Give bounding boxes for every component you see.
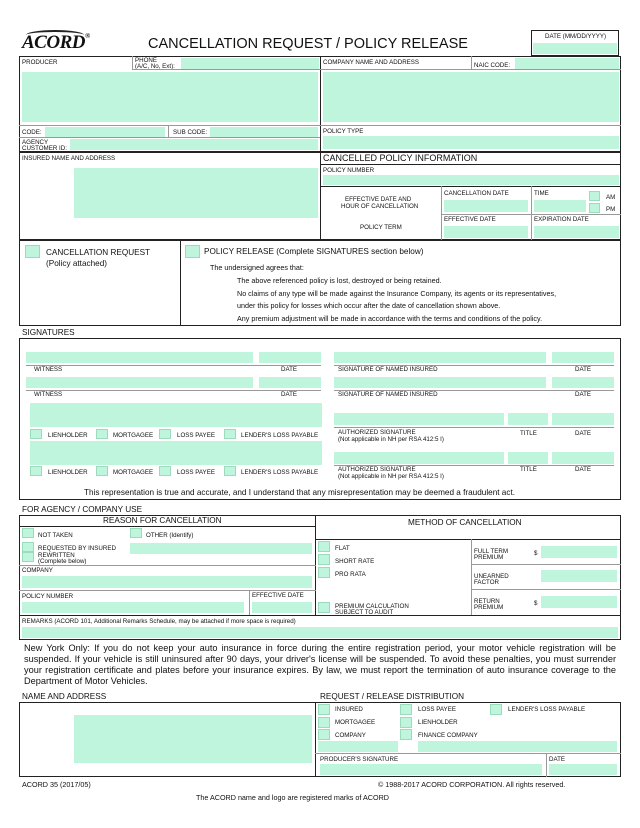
release-line-1: The above referenced policy is lost, destroyed or being retained. <box>237 276 442 285</box>
policy-attached-label: (Policy attached) <box>46 259 107 268</box>
phone-field[interactable] <box>181 58 319 69</box>
agency-policy-number-field[interactable] <box>22 602 244 613</box>
policy-release-checkbox[interactable] <box>185 245 200 258</box>
cancellation-request-checkbox[interactable] <box>25 245 40 258</box>
cancellation-date-label: CANCELLATION DATE <box>444 190 509 197</box>
dist-company-label: COMPANY <box>335 732 366 739</box>
auth-sig-2-field[interactable] <box>334 452 504 464</box>
other-field[interactable] <box>130 543 312 554</box>
signatures-title: SIGNATURES <box>22 328 75 337</box>
sub-code-field[interactable] <box>210 127 318 137</box>
flat-checkbox[interactable] <box>318 541 330 552</box>
named-insured-1-label: SIGNATURE OF NAMED INSURED <box>338 366 438 373</box>
unearned-label-1: UNEARNED <box>474 573 509 580</box>
copyright: © 1988-2017 ACORD CORPORATION. All rights reserved. <box>378 780 566 789</box>
distribution-title: REQUEST / RELEASE DISTRIBUTION <box>320 692 465 701</box>
lienholder-1-label: LIENHOLDER <box>48 432 88 439</box>
named-insured-2-label: SIGNATURE OF NAMED INSURED <box>338 391 438 398</box>
witness-2-date-field[interactable] <box>259 377 321 388</box>
policy-type-field[interactable] <box>323 136 619 149</box>
short-rate-checkbox[interactable] <box>318 554 330 565</box>
code-label: CODE: <box>22 129 42 136</box>
time-field[interactable] <box>534 200 586 212</box>
lienholder-2-checkbox[interactable] <box>30 466 42 476</box>
lienholder-block-1-field[interactable] <box>30 403 322 427</box>
am-checkbox[interactable] <box>589 191 600 201</box>
release-line-4: Any premium adjustment will be made in accordance with the terms and conditions of the policy. <box>237 314 543 323</box>
not-taken-label: NOT TAKEN <box>38 532 73 539</box>
witness-1-date-label: DATE <box>281 366 298 373</box>
release-line-3: under this policy for losses which occur after the date of cancellation shown above. <box>237 301 501 310</box>
dist-finance-checkbox[interactable] <box>400 729 412 740</box>
dist-lienholder-label: LIENHOLDER <box>418 719 458 726</box>
lenders-2-checkbox[interactable] <box>224 466 236 476</box>
lienholder-2-label: LIENHOLDER <box>48 469 88 476</box>
witness-1-date-field[interactable] <box>259 352 321 363</box>
auth-title-2-field[interactable] <box>508 452 548 464</box>
insured-field[interactable] <box>74 168 318 218</box>
sub-code-label: SUB CODE: <box>173 129 208 136</box>
policy-number-field[interactable] <box>323 175 619 185</box>
unearned-field[interactable] <box>541 570 617 582</box>
insured-label: INSURED NAME AND ADDRESS <box>22 155 116 162</box>
premium-calc-label-1: PREMIUM CALCULATION <box>335 603 409 610</box>
form-number: ACORD 35 (2017/05) <box>22 780 91 789</box>
name-address-field[interactable] <box>74 715 312 763</box>
auth-date-1-field[interactable] <box>552 413 614 425</box>
auth-title-1-field[interactable] <box>508 413 548 425</box>
agency-effective-date-label: EFFECTIVE DATE <box>252 592 304 599</box>
auth-date-1-label: DATE <box>575 430 592 437</box>
loss-payee-2-label: LOSS PAYEE <box>177 469 215 476</box>
dist-lenders-label: LENDER'S LOSS PAYABLE <box>508 706 586 713</box>
company-field[interactable] <box>323 72 619 122</box>
other-checkbox[interactable] <box>130 528 142 538</box>
dist-insured-label: INSURED <box>335 706 363 713</box>
policy-release-label: POLICY RELEASE (Complete SIGNATURES section below) <box>204 247 424 256</box>
release-line-2: No claims of any type will be made against the Insurance Company, its agents or its representatives, <box>237 289 557 298</box>
naic-label: NAIC CODE: <box>474 62 511 69</box>
effective-date-label: EFFECTIVE DATE <box>444 216 496 223</box>
premium-calc-checkbox[interactable] <box>318 602 330 613</box>
undersigned-agrees: The undersigned agrees that: <box>210 263 304 272</box>
witness-1-label: WITNESS <box>34 366 63 373</box>
return-dollar: $ <box>534 600 538 607</box>
lenders-1-checkbox[interactable] <box>224 429 236 439</box>
premium-calc-label-2: SUBJECT TO AUDIT <box>335 609 394 616</box>
auth-title-2-label: TITLE <box>520 466 537 473</box>
dist-lenders-checkbox[interactable] <box>490 704 502 715</box>
unearned-label-2: FACTOR <box>474 579 499 586</box>
auth-date-2-field[interactable] <box>552 452 614 464</box>
named-insured-1-field[interactable] <box>334 352 546 363</box>
mortgagee-1-label: MORTGAGEE <box>113 432 154 439</box>
auth-sig-2-label: AUTHORIZED SIGNATURE <box>338 466 416 473</box>
dist-loss-payee-label: LOSS PAYEE <box>418 706 456 713</box>
agency-company-field[interactable] <box>22 576 312 588</box>
dist-date-label: DATE <box>549 756 566 763</box>
mortgagee-1-checkbox[interactable] <box>96 429 108 439</box>
code-field[interactable] <box>45 127 165 137</box>
named-insured-1-date-field[interactable] <box>552 352 614 363</box>
policy-term-label: POLICY TERM <box>360 224 402 231</box>
eff-date-cancel-label-2: HOUR OF CANCELLATION <box>341 203 419 210</box>
full-term-label-1: FULL TERM <box>474 548 509 555</box>
auth-title-1-label: TITLE <box>520 430 537 437</box>
reason-title: REASON FOR CANCELLATION <box>103 516 222 525</box>
lienholder-block-2-field[interactable] <box>30 441 322 465</box>
expiration-date-label: EXPIRATION DATE <box>534 216 589 223</box>
registered-marks: The ACORD name and logo are registered marks of ACORD <box>196 793 389 802</box>
full-term-label-2: PREMIUM <box>474 554 504 561</box>
customer-id-label: CUSTOMER ID: <box>22 145 67 152</box>
dist-company-checkbox[interactable] <box>318 729 330 740</box>
dist-date-field[interactable] <box>549 764 617 775</box>
phone-sub-label: (A/C, No, Ext): <box>135 63 175 70</box>
mortgagee-2-checkbox[interactable] <box>96 466 108 476</box>
return-label-2: PREMIUM <box>474 604 504 611</box>
remarks-label: REMARKS (ACORD 101, Additional Remarks Schedule, may be attached if more space is required) <box>22 618 296 625</box>
producer-signature-field[interactable] <box>320 764 542 775</box>
agency-policy-number-label: POLICY NUMBER <box>22 593 74 600</box>
agency-label: AGENCY <box>22 139 49 146</box>
full-term-field[interactable] <box>541 546 617 558</box>
requested-label-3: (Complete below) <box>38 558 87 565</box>
lenders-1-label: LENDER'S LOSS PAYABLE <box>241 432 319 439</box>
remarks-field[interactable] <box>22 627 618 638</box>
ny-notice: New York Only: If you do not keep your auto insurance in force during the entire registration period, your motor vehicle registration will be suspended. If your vehicle is still uninsured after 90 days, your driver's license will be suspended. To avoid these penalties, you must surrender your registration certificate and plates before your insurance expires. By law, we must report the termination of auto insurance coverage to the Department of Motor Vehicles. <box>24 643 616 686</box>
date-field[interactable] <box>533 43 617 54</box>
expiration-date-field[interactable] <box>534 226 619 238</box>
effective-date-field[interactable] <box>444 226 528 238</box>
not-taken-checkbox[interactable] <box>22 528 34 538</box>
auth-sig-1-note: (Not applicable in NH per RSA 412:5 I) <box>338 436 444 443</box>
dist-company-field[interactable] <box>318 741 398 752</box>
eff-date-cancel-label-1: EFFECTIVE DATE AND <box>345 196 412 203</box>
pro-rata-checkbox[interactable] <box>318 567 330 578</box>
dist-finance-label: FINANCE COMPANY <box>418 732 478 739</box>
loss-payee-2-checkbox[interactable] <box>159 466 171 476</box>
witness-2-label: WITNESS <box>34 391 63 398</box>
rewritten-checkbox[interactable] <box>22 552 34 562</box>
full-term-dollar: $ <box>534 550 538 557</box>
page-title: CANCELLATION REQUEST / POLICY RELEASE <box>148 36 468 52</box>
misrepresentation-statement: This representation is true and accurate, and I understand that any misrepresentation may be deemed a fraudulent act. <box>84 488 516 497</box>
witness-2-date-label: DATE <box>281 391 298 398</box>
logo-swoosh <box>26 30 84 40</box>
named-insured-2-date-label: DATE <box>575 391 592 398</box>
named-insured-2-field[interactable] <box>334 377 546 388</box>
company-label: COMPANY NAME AND ADDRESS <box>323 59 420 66</box>
producer-signature-label: PRODUCER'S SIGNATURE <box>320 756 399 763</box>
loss-payee-1-checkbox[interactable] <box>159 429 171 439</box>
named-insured-2-date-field[interactable] <box>552 377 614 388</box>
agency-effective-date-field[interactable] <box>252 602 312 613</box>
date-label: DATE (MM/DD/YYYY) <box>545 33 607 40</box>
other-label: OTHER (Identify) <box>146 532 194 539</box>
acord-logo: ACORD® <box>22 32 90 53</box>
auth-sig-2-note: (Not applicable in NH per RSA 412:5 I) <box>338 473 444 480</box>
cancellation-request-label: CANCELLATION REQUEST <box>46 248 151 257</box>
dist-mortgagee-label: MORTGAGEE <box>335 719 376 726</box>
witness-2-field[interactable] <box>26 377 253 388</box>
dist-finance-field[interactable] <box>418 741 617 752</box>
dist-lienholder-checkbox[interactable] <box>400 717 412 728</box>
requested-label-2: REWRITTEN <box>38 552 75 559</box>
dist-insured-checkbox[interactable] <box>318 704 330 715</box>
lenders-2-label: LENDER'S LOSS PAYABLE <box>241 469 319 476</box>
auth-sig-1-field[interactable] <box>334 413 504 425</box>
return-label-1: RETURN <box>474 598 500 605</box>
naic-field[interactable] <box>515 58 619 69</box>
auth-date-2-label: DATE <box>575 466 592 473</box>
witness-1-field[interactable] <box>26 352 253 363</box>
time-label: TIME <box>534 190 549 197</box>
requested-checkbox[interactable] <box>22 542 34 552</box>
pm-checkbox[interactable] <box>589 203 600 213</box>
customer-id-field[interactable] <box>70 139 318 150</box>
producer-field[interactable] <box>22 72 318 122</box>
am-label: AM <box>606 194 616 201</box>
lienholder-1-checkbox[interactable] <box>30 429 42 439</box>
short-rate-label: SHORT RATE <box>335 558 375 565</box>
producer-label: PRODUCER <box>22 59 58 66</box>
cancelled-policy-title: CANCELLED POLICY INFORMATION <box>323 153 478 163</box>
auth-sig-1-label: AUTHORIZED SIGNATURE <box>338 429 416 436</box>
pm-label: PM <box>606 206 616 213</box>
agency-use-title: FOR AGENCY / COMPANY USE <box>22 505 143 514</box>
dist-loss-payee-checkbox[interactable] <box>400 704 412 715</box>
dist-mortgagee-checkbox[interactable] <box>318 717 330 728</box>
flat-label: FLAT <box>335 545 350 552</box>
policy-type-label: POLICY TYPE <box>323 128 364 135</box>
mortgagee-2-label: MORTGAGEE <box>113 469 154 476</box>
loss-payee-1-label: LOSS PAYEE <box>177 432 215 439</box>
named-insured-1-date-label: DATE <box>575 366 592 373</box>
agency-company-label: COMPANY <box>22 567 53 574</box>
name-address-title: NAME AND ADDRESS <box>22 692 107 701</box>
phone-label: PHONE <box>135 57 158 64</box>
cancellation-date-field[interactable] <box>444 200 528 212</box>
pro-rata-label: PRO RATA <box>335 571 366 578</box>
return-field[interactable] <box>541 596 617 608</box>
policy-number-label: POLICY NUMBER <box>323 167 375 174</box>
requested-label-1: REQUESTED BY INSURED <box>38 545 116 552</box>
method-title: METHOD OF CANCELLATION <box>408 518 522 527</box>
